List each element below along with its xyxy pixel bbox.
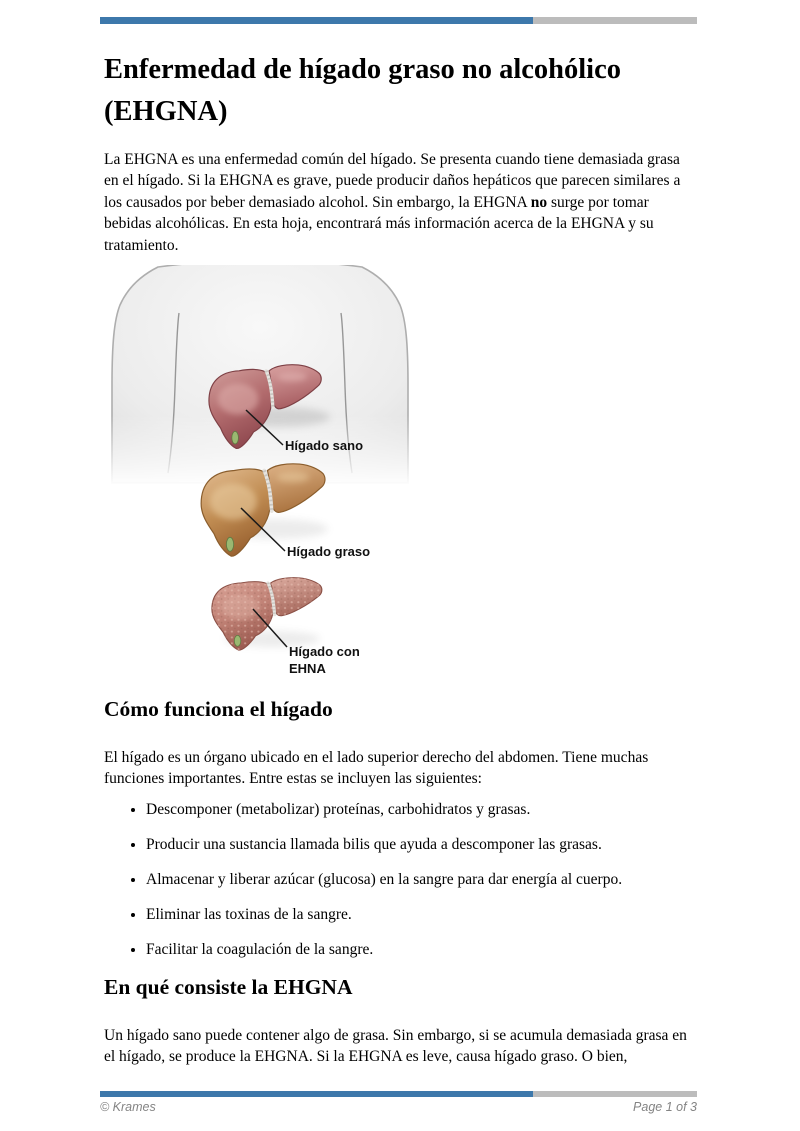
intro-text-before-bold: La EHGNA es una enfermedad común del hígado. Se presenta cuando tiene demasiada grasa en el hígado. Si la EHGNA es grave, puede producir daños hepáticos que parecen similares a los causados por beber demasiado alcohol. Sin embargo, la EHGNA (104, 151, 681, 211)
list-item: • Almacenar y liberar azúcar (glucosa) en la sangre para dar energía al cuerpo. (146, 869, 726, 890)
intro-paragraph (104, 149, 698, 256)
liver-comparison-figure (106, 265, 414, 684)
footer-page-number: Page 1 of 3 (633, 1100, 697, 1114)
gallbladder (234, 635, 240, 646)
list-item: • Producir una sustancia llamada bilis que ayuda a descomponer las grasas. (146, 834, 726, 855)
ehna-texture (271, 578, 322, 616)
top-accent-bar-blue-segment (100, 17, 533, 24)
section-heading-what-is-ehgna: En qué consiste la EHGNA (104, 975, 353, 999)
footer-accent-bar (100, 1091, 697, 1097)
list-item: • Descomponer (metabolizar) proteínas, carbohidratos y grasas. (146, 799, 726, 820)
gallbladder (226, 537, 233, 551)
figure-label-fatty-liver: Hígado graso (287, 544, 371, 559)
ehgna-definition-paragraph: Un hígado sano puede contener algo de grasa. Sin embargo, si se acumula demasiada grasa en el hígado, se produce la EHGNA. Si la EHGNA es leve, causa hígado graso. O bien, (104, 1027, 687, 1066)
footer-accent-bar-blue-segment (100, 1091, 533, 1097)
top-accent-bar (100, 17, 697, 24)
footer (100, 1100, 697, 1114)
figure-label-ehna-liver: Hígado con EHNA (289, 644, 360, 676)
list-item: • Facilitar la coagulación de la sangre. (146, 939, 726, 960)
section-heading-liver-function: Cómo funciona el hígado (104, 697, 333, 721)
liver-function-paragraph: El hígado es un órgano ubicado en el lado superior derecho del abdomen. Tiene muchas funciones importantes. Entre estas se incluyen las siguientes: (104, 749, 649, 788)
torso-livers-illustration (106, 265, 414, 684)
liver-functions-list (104, 799, 726, 974)
figure-label-healthy-liver: Hígado sano (285, 438, 364, 453)
footer-copyright: © Krames (100, 1100, 156, 1114)
footer-accent-bar-gray-segment (533, 1091, 697, 1097)
top-accent-bar-gray-segment (533, 17, 697, 24)
list-item: • Eliminar las toxinas de la sangre. (146, 904, 726, 925)
intro-bold-word: no (530, 193, 548, 211)
document-title: Enfermedad de hígado graso no alcohólico (EHGNA) (104, 54, 621, 127)
gallbladder (232, 431, 239, 444)
intro-text-after-bold: surge por tomar bebidas alcohólicas. En esta hoja, encontrará más información acerca de la EHGNA y su tratamiento. (104, 193, 654, 254)
